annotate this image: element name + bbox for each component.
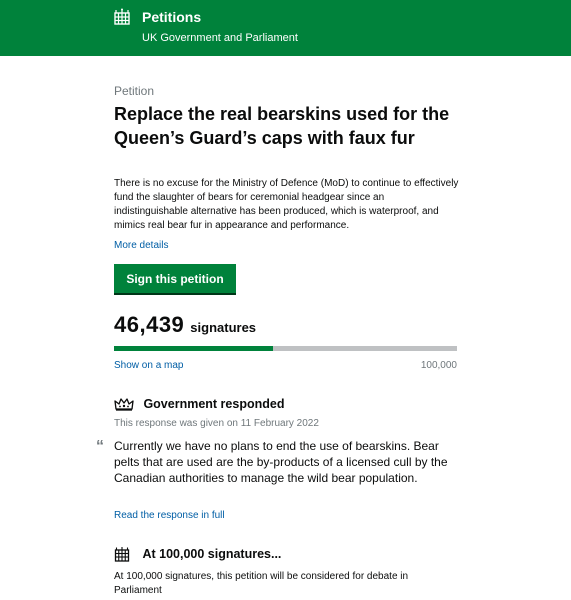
signature-target: 100,000 bbox=[420, 360, 457, 371]
response-summary: Currently we have no plans to end the use of bearskins. Bear pelts that are used are the by-products of a licensed cull by the Canadian authorities to manage the wild bear population. bbox=[114, 439, 448, 485]
petition-title: Replace the real bearskins used for the Queen’s Guard’s caps with faux fur bbox=[114, 104, 450, 148]
show-map-link[interactable]: Show on a map bbox=[114, 360, 184, 371]
threshold-text: At 100,000 signatures, this petition will be considered for debate in Parliament bbox=[114, 571, 409, 596]
site-header bbox=[0, 0, 571, 56]
crown-icon bbox=[114, 397, 134, 411]
signature-progress-bar bbox=[114, 346, 457, 351]
signature-number: 46,439 bbox=[114, 312, 185, 337]
government-response-heading bbox=[114, 395, 284, 413]
more-details-link[interactable]: More details bbox=[114, 240, 169, 251]
sign-petition-button[interactable]: Sign this petition bbox=[114, 264, 236, 293]
threshold-heading bbox=[114, 545, 281, 563]
signature-count bbox=[114, 312, 256, 338]
signature-progress-fill bbox=[114, 346, 273, 351]
portcullis-icon bbox=[113, 8, 131, 26]
signature-label: signatures bbox=[190, 320, 257, 335]
threshold-title: At 100,000 signatures... bbox=[142, 546, 282, 561]
government-response-title: Government responded bbox=[143, 396, 285, 411]
petition-description: There is no excuse for the Ministry of Defence (MoD) to continue to effectively fund the slaughter of bears for ceremonial headgear since an indistinguishable alternative has been produced, which is waterproof, and mimics real bear fur in appearance and performance. bbox=[114, 178, 459, 231]
portcullis-icon bbox=[114, 546, 130, 562]
read-response-link[interactable]: Read the response in full bbox=[114, 510, 225, 521]
site-title-link[interactable]: Petitions bbox=[142, 9, 202, 25]
petition-label: Petition bbox=[114, 84, 155, 98]
site-subtitle: UK Government and Parliament bbox=[142, 32, 298, 44]
response-date: This response was given on 11 February 2022 bbox=[114, 418, 319, 429]
quote-mark: “ bbox=[96, 438, 104, 455]
